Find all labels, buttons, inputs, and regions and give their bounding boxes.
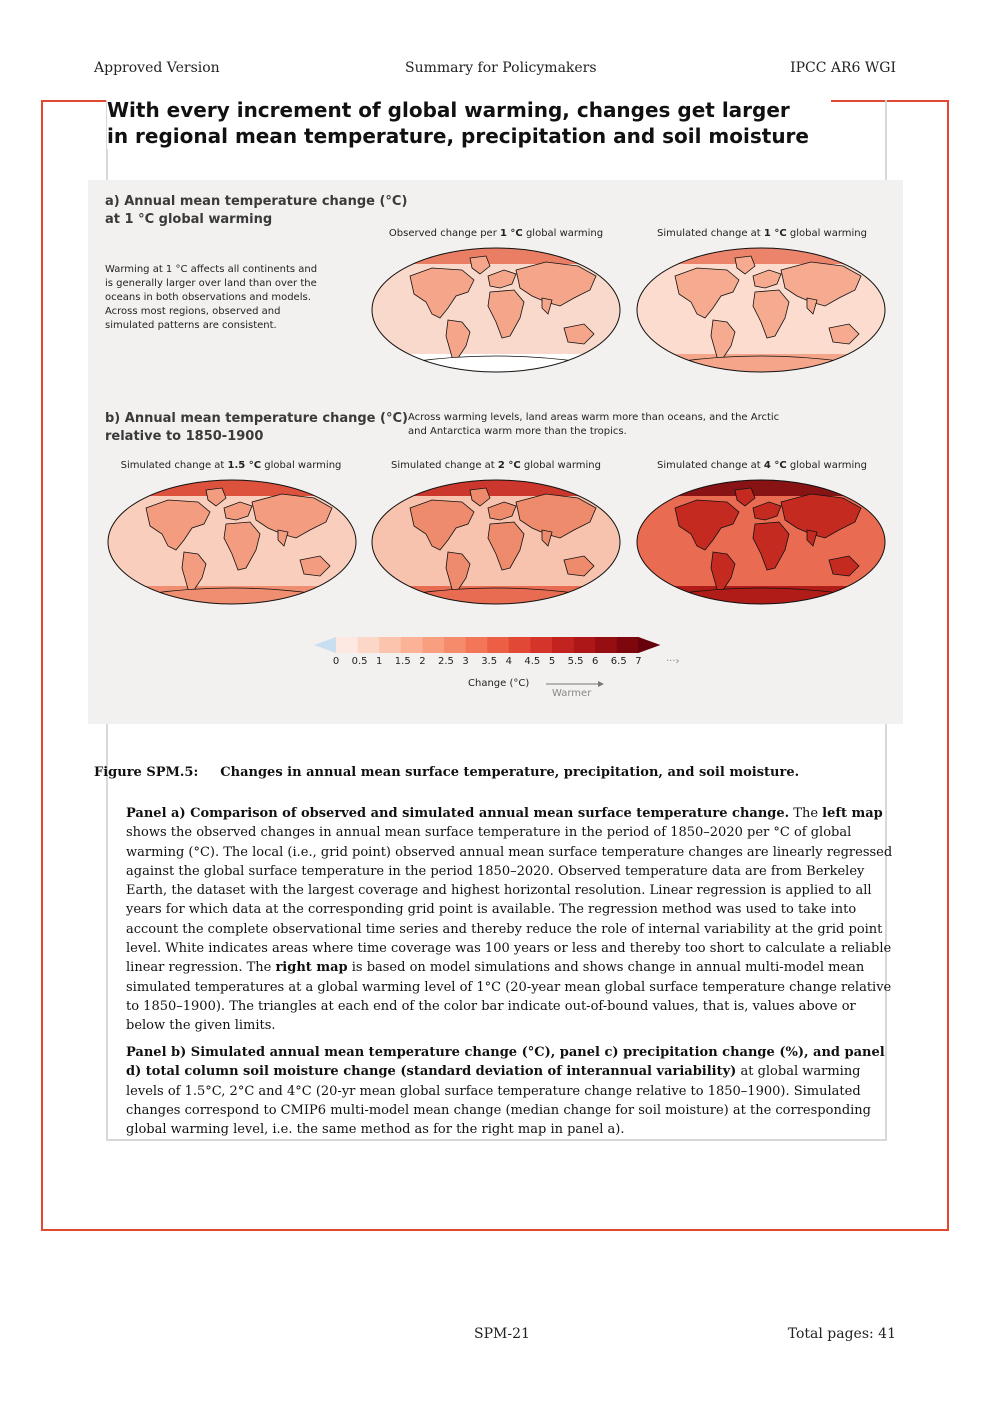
panel-b-heading-line-1: b) Annual mean temperature change (°C): [105, 411, 408, 426]
map-label-text: Simulated change at: [120, 460, 228, 471]
arctic-band: [635, 478, 887, 496]
panel-a-note-line: oceans in both observations and models.: [105, 292, 311, 303]
colorbar-segment: [552, 637, 574, 653]
map-label-text: Observed change per: [388, 228, 500, 239]
warmer-arrow-icon: [546, 680, 604, 688]
colorbar-segment: [466, 637, 488, 653]
map-simulated-4c: [635, 478, 887, 606]
colorbar-segment: [358, 637, 380, 653]
colorbar-segment: [444, 637, 466, 653]
colorbar-segment: [595, 637, 617, 653]
map-label-observed-1: [366, 228, 626, 239]
paragraph-bold: right map: [275, 960, 348, 976]
panel-a-note: [105, 263, 317, 333]
colorbar-tick-label: 3.5: [481, 656, 498, 667]
colorbar-tick-label: 0.5: [351, 656, 368, 667]
panel-a-note-line: Warming at 1 °C affects all continents and: [105, 264, 318, 275]
map-label-text: global warming: [786, 228, 867, 239]
colorbar: [314, 635, 684, 655]
colorbar-segment: [509, 637, 531, 653]
colorbar-more-arrow: ···›: [666, 656, 680, 667]
panel-a-heading: [105, 193, 407, 229]
paragraph-panel-a: [126, 804, 894, 1036]
footer-page-number: SPM-21: [474, 1326, 530, 1342]
colorbar-segment: [487, 637, 509, 653]
caption-label: Figure SPM.5:: [94, 765, 199, 780]
header-left: Approved Version: [94, 60, 220, 76]
caption-title: Changes in annual mean surface temperature, precipitation, and soil moisture.: [220, 765, 800, 780]
figure-caption: [94, 765, 799, 780]
colorbar-tick-label: 3: [462, 656, 469, 667]
map-simulated-2c: [370, 478, 622, 606]
paragraph-bold: Panel b) Simulated annual mean temperature change (°C), panel c) precipitation change (%), and panel d) total column soil moisture change (standard deviation of interannual variability): [126, 1045, 885, 1080]
colorbar-segment: [530, 637, 552, 653]
map-label-level: 1 °C: [763, 228, 787, 239]
map-label-text: Simulated change at: [656, 460, 764, 471]
paragraph-text: shows the observed changes in annual mean surface temperature in the period of 1850–2020 per °C of global warming (°C). The local (i.e., grid point) observed annual mean surface temperature changes are linearly regressed against the global surface temperature in the period 1850–2020. Observed temperature data are from Berkeley Earth, the dataset with the largest coverage and highest horizontal resolution. Linear regression is applied to all years for which data at the corresponding grid point is available. The regression method was used to take into account the complete observational time series and thereby reduce the role of internal variability at the grid point level. White indicates areas where time coverage was 100 years or less and thereby too short to calculate a reliable linear regression. The: [126, 825, 893, 976]
map-label-level: 1 °C: [499, 228, 523, 239]
colorbar-label: Change (°C): [468, 678, 530, 689]
map-label-simulated-1: [632, 228, 892, 239]
map-label-level: 4 °C: [763, 460, 787, 471]
colorbar-tick-label: 6.5: [610, 656, 627, 667]
panel-b-heading: [105, 410, 408, 446]
colorbar-tick-label: 5.5: [567, 656, 584, 667]
panel-b-note-line: and Antarctica warm more than the tropics.: [408, 426, 627, 437]
panel-a-note-line: is generally larger over land than over the: [105, 278, 317, 289]
panel-b-heading-line-2: relative to 1850-1900: [105, 429, 264, 444]
header-center: Summary for Policymakers: [405, 60, 597, 76]
paragraph-bold: left map: [822, 806, 883, 821]
colorbar-segment: [422, 637, 444, 653]
paragraph-text: at global warming levels of 1.5°C, 2°C and 4°C (20-yr mean global surface temperature change relative to 1850–1900). Simulated changes correspond to CMIP6 multi-model mean change (median change for soil moisture) at the corresponding global warming level, i.e. the same method as for the right map in panel a).: [126, 1064, 871, 1138]
colorbar-tick-label: 1.5: [394, 656, 411, 667]
paragraph-bold: Panel a) Comparison of observed and simulated annual mean surface temperature change.: [126, 806, 790, 821]
colorbar-tick-label: 6: [592, 656, 599, 667]
colorbar-segment: [574, 637, 596, 653]
paragraph-text: The: [789, 806, 823, 821]
map-label-text: Simulated change at: [656, 228, 764, 239]
arctic-band: [635, 246, 887, 264]
map-label-text: global warming: [786, 460, 867, 471]
map-label-level: 1.5 °C: [227, 460, 262, 471]
map-label-level: 2 °C: [497, 460, 521, 471]
warmer-label: Warmer: [552, 688, 592, 699]
panel-a-note-line: Across most regions, observed and: [105, 306, 281, 317]
colorbar-tick-label: 7: [635, 656, 642, 667]
panel-b-note-line: Across warming levels, land areas warm more than oceans, and the Arctic: [408, 412, 780, 423]
map-simulated-1c: [635, 246, 887, 374]
map-label-text: global warming: [522, 228, 604, 239]
map-label-text: global warming: [520, 460, 601, 471]
figure-title-line-1: With every increment of global warming, changes get larger: [107, 98, 790, 122]
panel-a-heading-line-2: at 1 °C global warming: [105, 212, 273, 227]
panel-a-note-line: simulated patterns are consistent.: [105, 320, 277, 331]
figure-title: [107, 97, 831, 149]
arctic-band: [370, 478, 622, 496]
header-right: IPCC AR6 WGI: [790, 60, 896, 76]
colorbar-segment: [336, 637, 358, 653]
figure-title-line-2: in regional mean temperature, precipitation and soil moisture: [107, 124, 809, 148]
map-label-simulated-1-5: [101, 460, 361, 471]
colorbar-tick-label: 4: [505, 656, 512, 667]
map-label-simulated-4: [632, 460, 892, 471]
colorbar-high-triangle: [638, 637, 660, 653]
colorbar-tick-label: 2: [419, 656, 426, 667]
panel-b-note: [408, 411, 779, 439]
map-observed-1c: [370, 246, 622, 374]
paragraph-panel-b: [126, 1043, 894, 1139]
colorbar-segment: [379, 637, 401, 653]
map-label-text: Simulated change at: [390, 460, 498, 471]
colorbar-tick-label: 2.5: [438, 656, 454, 667]
colorbar-segment: [617, 637, 639, 653]
colorbar-tick-label: 0: [332, 656, 340, 667]
paragraph-text: is based on model simulations and shows change in annual multi-model mean simulated temperatures at a global warming level of 1°C (20-year mean global surface temperature change relative to 1850–1900). The triangles at each end of the color bar indicate out-of-bound values, that is, values above or below the given limits.: [126, 960, 892, 1034]
footer-total-pages: Total pages: 41: [787, 1326, 896, 1342]
colorbar-tick-label: 5: [548, 656, 556, 667]
colorbar-tick-label: 1: [376, 656, 383, 667]
arctic-band: [106, 478, 358, 496]
map-label-simulated-2: [366, 460, 626, 471]
map-label-text: global warming: [261, 460, 342, 471]
colorbar-low-triangle: [314, 637, 336, 653]
colorbar-tick-label: 4.5: [524, 656, 541, 667]
colorbar-segment: [401, 637, 423, 653]
map-simulated-1-5c: [106, 478, 358, 606]
panel-a-heading-line-1: a) Annual mean temperature change (°C): [105, 194, 408, 209]
arctic-band: [370, 246, 622, 264]
